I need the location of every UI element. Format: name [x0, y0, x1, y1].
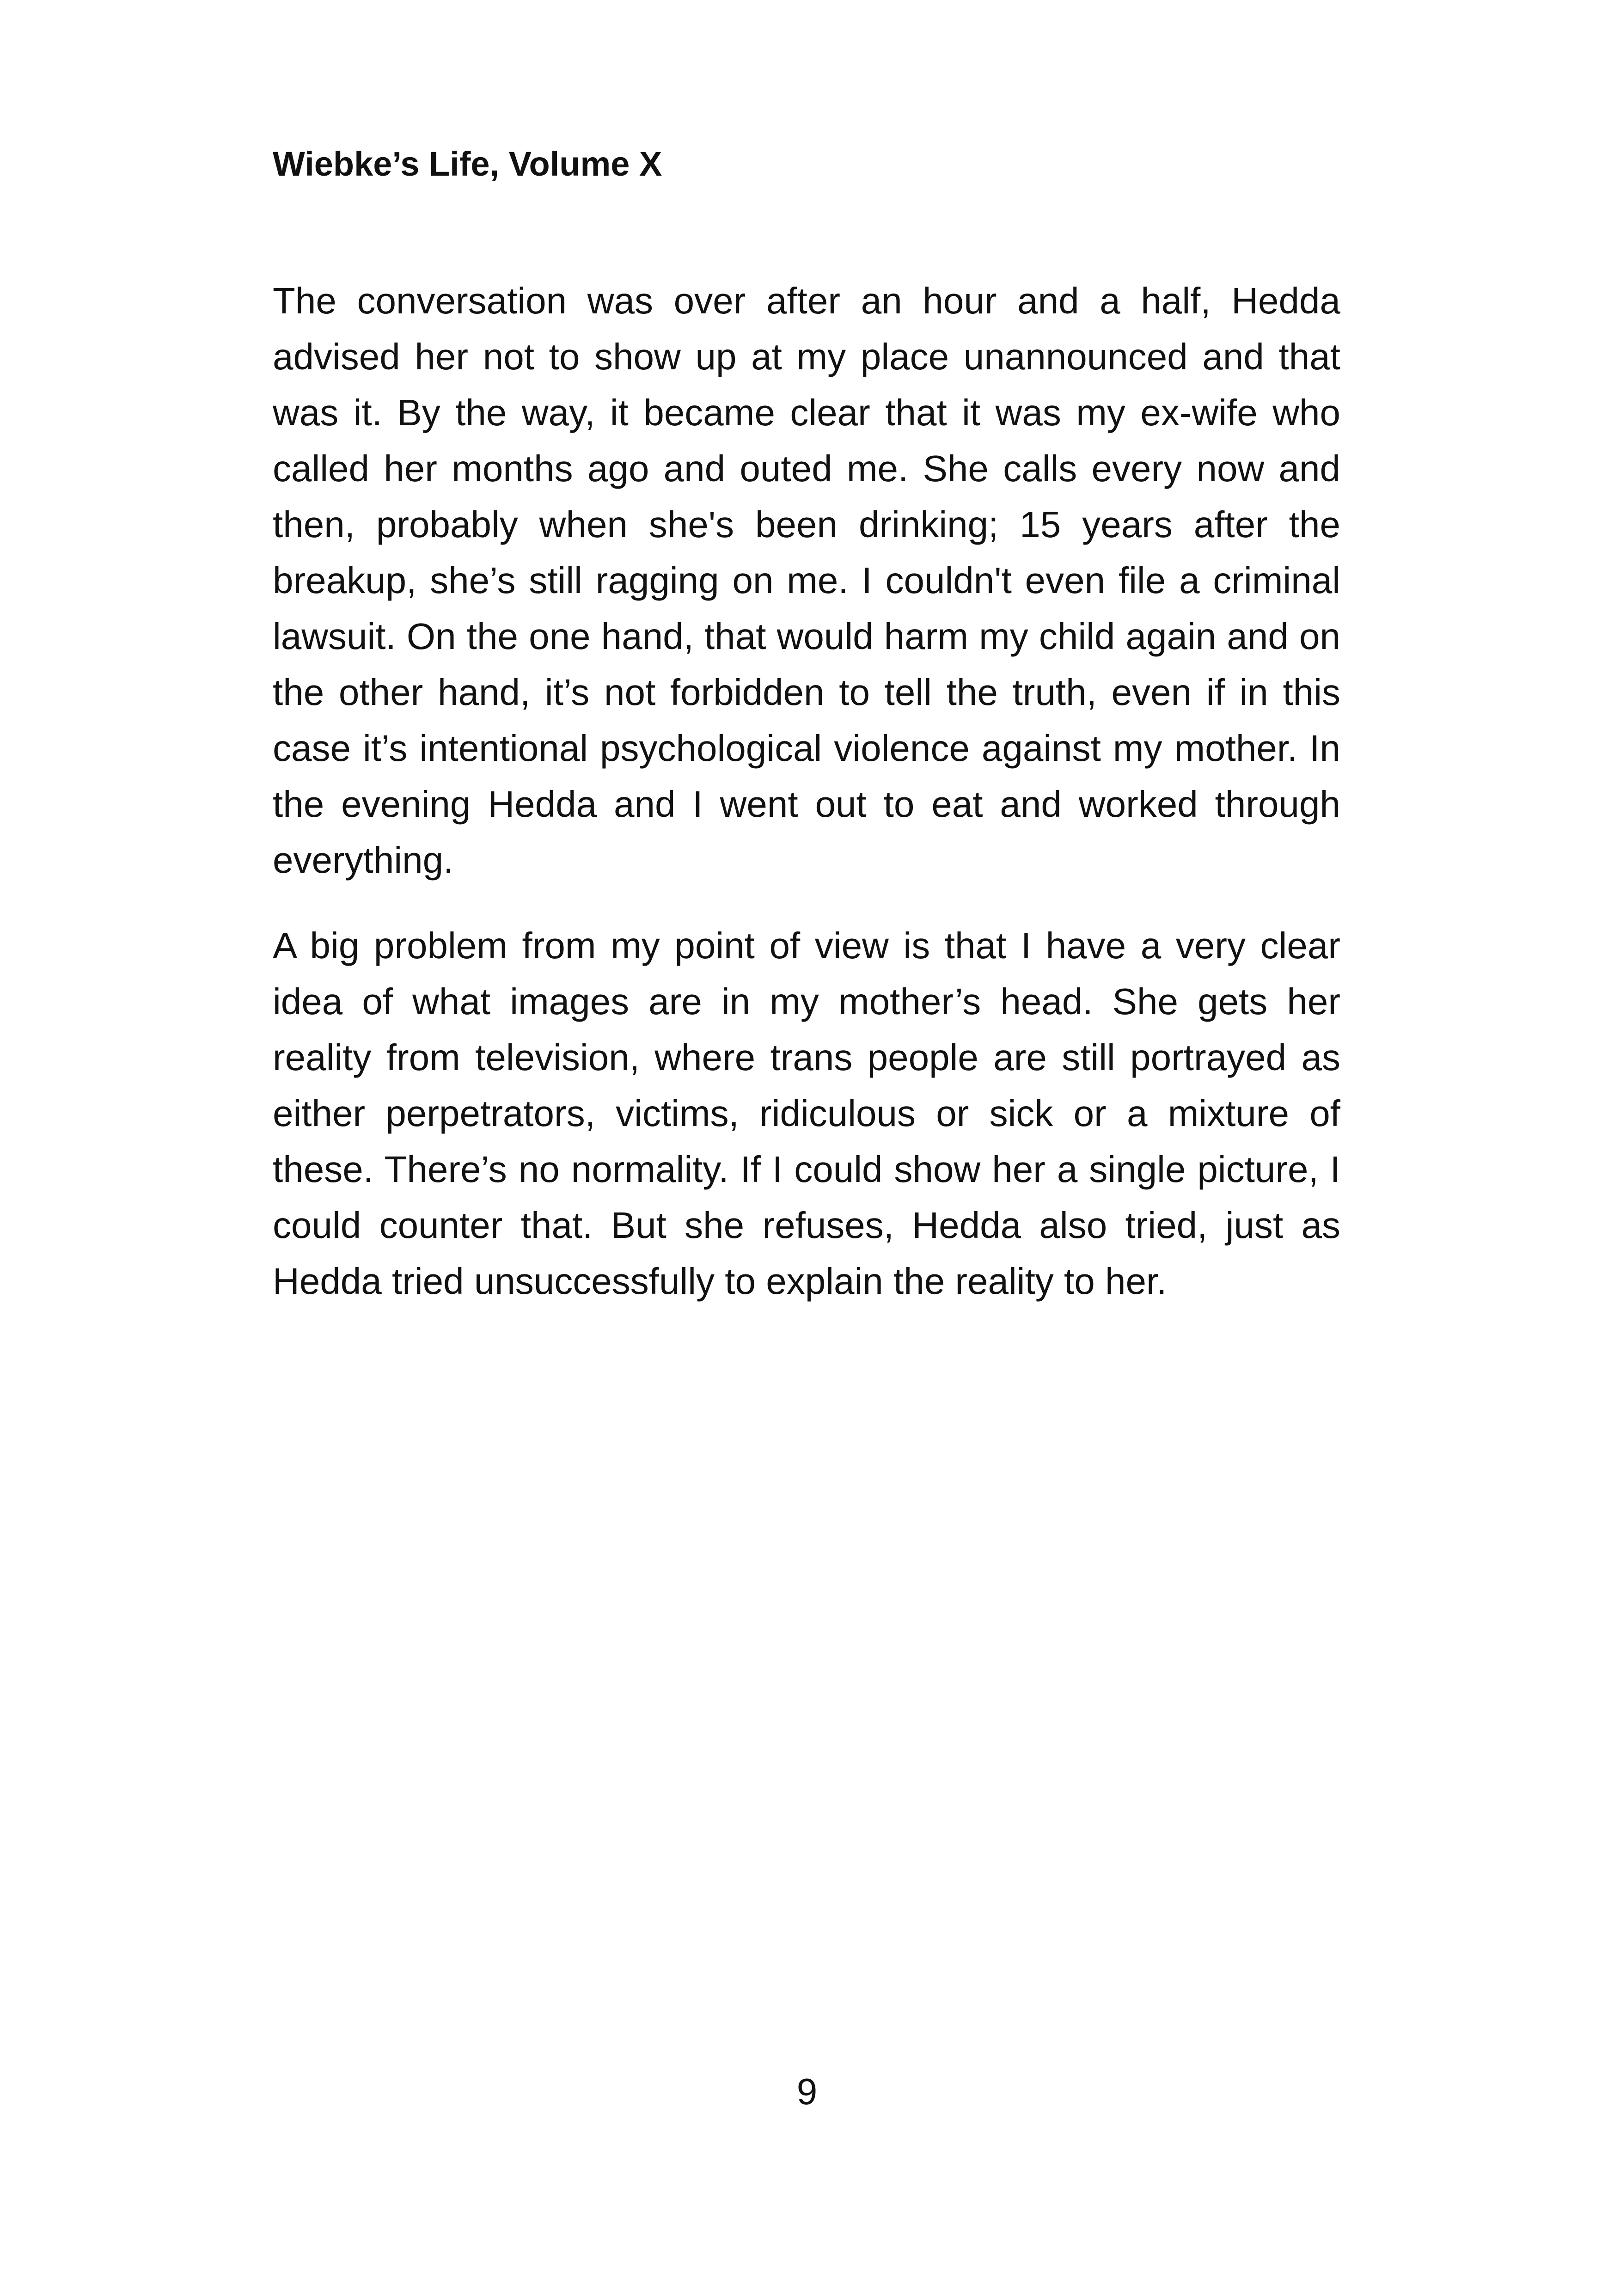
paragraph-2: A big problem from my point of view is that I have a very clear idea of what images are in my mother’s head. She gets her reality from television, where trans people are still portrayed as either perpetrators, victims, ridiculous or sick or a mixture of these. There’s no normality. If I could show her a single picture, I could counter that. But she refuses, Hedda also tried, just as Hedda tried unsuccessfully to explain the reality to her. — [273, 925, 1340, 1302]
running-header-title: Wiebke’s Life, Volume X — [273, 145, 662, 183]
page-number: 9 — [796, 2071, 818, 2112]
body-text — [273, 273, 1340, 1339]
paragraph-1: The conversation was over after an hour and a half, Hedda advised her not to show up at my place unannounced and that was it. By the way, it became clear that it was my ex-wife who called her months ago and outed me. She calls every now and then, probably when she's been drinking; 15 years after the breakup, she’s still ragging on me. I couldn't even file a criminal lawsuit. On the one hand, that would harm my child again and on the other hand, it’s not forbidden to tell the truth, even if in this case it’s intentional psychological violence against my mother. In the evening Hedda and I went out to eat and worked through everything. — [273, 280, 1340, 881]
